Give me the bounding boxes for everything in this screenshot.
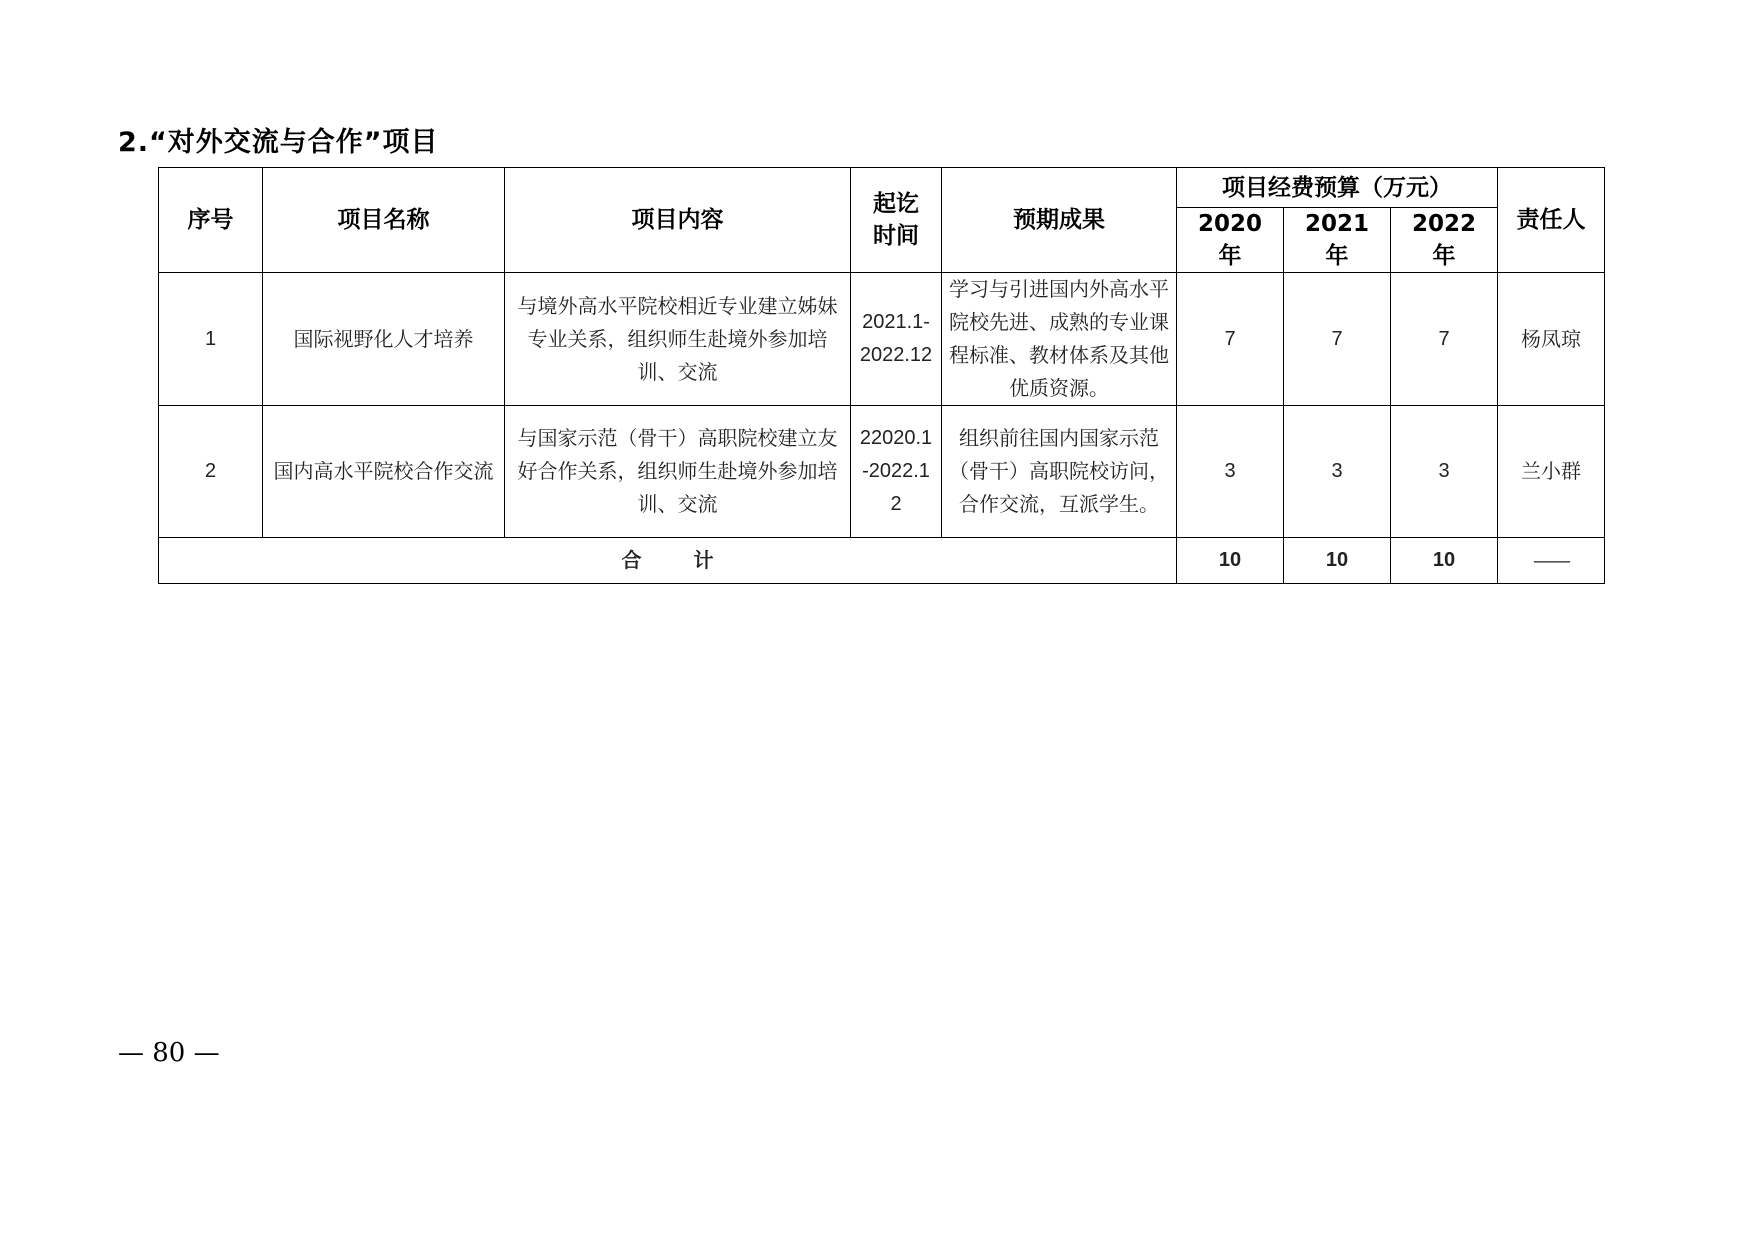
row-budget-2022: 3 <box>1391 406 1498 538</box>
row-expected-outcome: 组织前往国内国家示范（骨干）高职院校访问，合作交流，互派学生。 <box>942 406 1177 538</box>
header-period: 起讫时间 <box>851 168 942 273</box>
header-budget-group: 项目经费预算（万元） <box>1177 168 1498 208</box>
header-owner: 责任人 <box>1498 168 1605 273</box>
header-seq: 序号 <box>159 168 263 273</box>
row-project-name: 国内高水平院校合作交流 <box>263 406 505 538</box>
row-seq: 2 <box>159 406 263 538</box>
page-number: — 80 — <box>118 1038 220 1068</box>
header-project-content: 项目内容 <box>505 168 851 273</box>
row-project-content: 与境外高水平院校相近专业建立姊妹专业关系，组织师生赴境外参加培训、交流 <box>505 273 851 406</box>
row-budget-2020: 3 <box>1177 406 1284 538</box>
total-budget-2022: 10 <box>1391 538 1498 584</box>
section-title: 2.“对外交流与合作”项目 <box>118 127 439 158</box>
total-budget-2020: 10 <box>1177 538 1284 584</box>
row-project-name: 国际视野化人才培养 <box>263 273 505 406</box>
row-seq: 1 <box>159 273 263 406</box>
row-period: 2021.1-2022.12 <box>851 273 942 406</box>
total-label: 合计 <box>159 538 1177 584</box>
row-budget-2021: 3 <box>1284 406 1391 538</box>
row-owner: 兰小群 <box>1498 406 1605 538</box>
header-year-2021: 2021 年 <box>1284 208 1391 273</box>
header-year-2020: 2020 年 <box>1177 208 1284 273</box>
row-budget-2022: 7 <box>1391 273 1498 406</box>
row-owner: 杨凤琼 <box>1498 273 1605 406</box>
total-owner: —— <box>1498 538 1605 584</box>
header-expected-outcome: 预期成果 <box>942 168 1177 273</box>
total-budget-2021: 10 <box>1284 538 1391 584</box>
row-period: 22020.1-2022.12 <box>851 406 942 538</box>
header-row <box>159 168 1605 208</box>
total-row <box>159 538 1605 584</box>
row-budget-2021: 7 <box>1284 273 1391 406</box>
header-year-2022: 2022 年 <box>1391 208 1498 273</box>
table-row <box>159 406 1605 538</box>
row-expected-outcome: 学习与引进国内外高水平院校先进、成熟的专业课程标准、教材体系及其他优质资源。 <box>942 273 1177 406</box>
project-budget-table <box>158 167 1605 584</box>
table-row <box>159 273 1605 406</box>
row-project-content: 与国家示范（骨干）高职院校建立友好合作关系，组织师生赴境外参加培训、交流 <box>505 406 851 538</box>
row-budget-2020: 7 <box>1177 273 1284 406</box>
header-project-name: 项目名称 <box>263 168 505 273</box>
